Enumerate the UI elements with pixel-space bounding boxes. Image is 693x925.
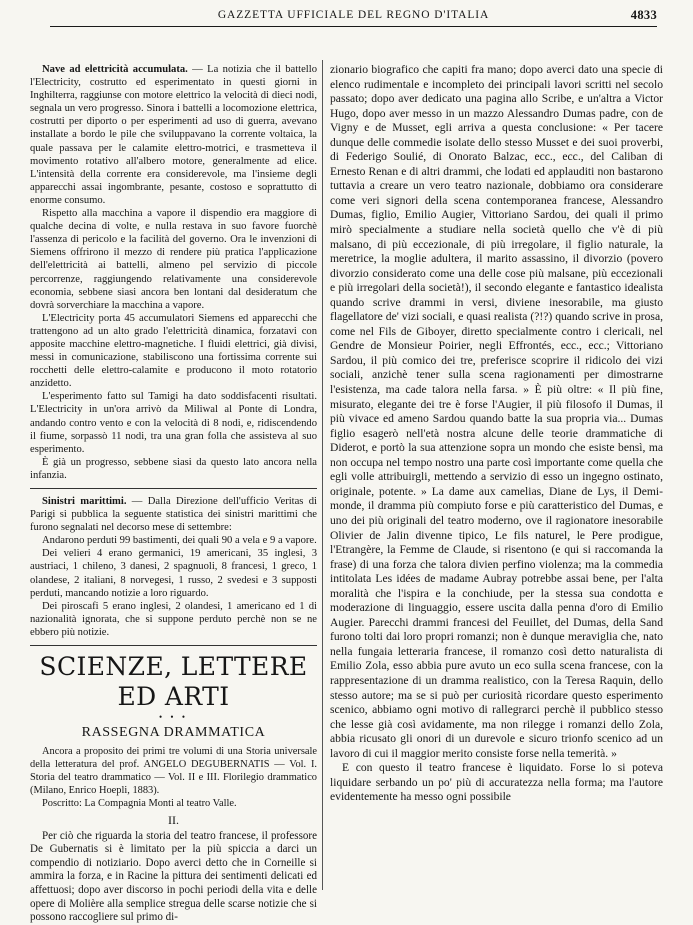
shipwrecks-article xyxy=(30,495,317,534)
masthead-title: GAZZETTA UFFICIALE DEL REGNO D'ITALIA xyxy=(217,9,490,21)
electric-boat-paragraph: Rispetto alla macchina a vapore il dispendio era maggiore di qualche decina di volte, e nulla restava in suo favore fuorchè l'assenza di pericolo e la facilità del governo. Ora le invenzioni di Siemens offrirono il mezzo di rendere più pratica l'applicazione dell'elettricità ai battelli, almeno pel servizio di piccole percorrenze, raggiungendo relativamente una considerevole economia, sebbene siasi ancora ben lontani dal desideratum che dovrà sorverchiare la macchina a vapore. xyxy=(30,208,317,311)
electric-boat-paragraph: È già un progresso, sebbene siasi da questo lato ancora nella infanzia. xyxy=(30,456,317,481)
review-intro xyxy=(30,746,317,811)
right-column xyxy=(330,63,663,892)
electric-boat-paragraph: L'esperimento fatto sul Tamigi ha dato soddisfacenti risultati. L'Electricity in un'ora arrivò da Miliwal al Ponte di Londra, andando contro vento e con la velocità di 8 nodi, e, ridiscendendo il fiume, sorpassò 11 nodi, tra una gran folla che assisteva al suo esperimento. xyxy=(30,391,317,455)
section-title: SCIENZE, LETTERE ED ARTI xyxy=(39,652,308,712)
electric-boat-headline: Nave ad elettricità accumulata. xyxy=(42,64,188,75)
chapter-numeral: II. xyxy=(168,812,179,827)
shipwrecks-paragraph: — Dalla Direzione dell'ufficio Veritas di Parigi si pubblica la seguente statistica dei sinistri marittimi che furono segnalati nel decorso mese di settembre: xyxy=(30,496,317,534)
column-divider xyxy=(322,60,323,890)
electric-boat-paragraph: L'Electricity porta 45 accumulatori Siemens ed apparecchi che trattengono ad un alto grado l'elettricità dinamica, forzatavi con apposite macchine elettro-magnetiche. I fluidi elettrici, già divisi, messi in comunicazione, stabiliscono una fortissima corrente sui rocchetti delle elettro-calamite e producono il moto rotatorio anzidetto. xyxy=(30,312,317,390)
article-separator xyxy=(30,488,317,489)
shipwrecks-paragraph: Andarono perduti 99 bastimenti, dei quali 90 a vela e 9 a vapore. xyxy=(42,535,317,547)
shipwrecks-paragraph: Dei piroscafi 5 erano inglesi, 2 olandesi, 1 americano ed 1 di nazionalità ignorata, che si suppone perduto perchè non se ne ebbero più notizie. xyxy=(30,600,317,638)
review-continued-paragraph: zionario biografico che capiti fra mano; dopo averci dato una specie di elenco rudimentale e incompleto dei principali lavori scritti nel secolo passato; dopo aver dedicato una pagina allo Scribe, e un'altra a Victor Hugo, dopo aver messo in un mazzo Alessandro Dumas padre, con de Vigny e de Musset, egli arriva a questa conclusione: « Per tacere dunque delle commedie isolate dello stesso Musset e dei suoi proverbi, di Federigo Soulié, di Onorato Balzac, ecc., ecc., del Caliban di Ernesto Renan e di altri drammi, che lodati ed applauditi non bastarono tuttavia a creare un vero teatro nazionale, dobbiamo ora considerare come veri signori della scena contemporanea francese, Alessandro Dumas, figlio, Emilio Augier, Vittoriano Sardou, dei quali il primo mirò specialmente a studiare nella società quello che v'è di più malsano, di più eccezionale, di più irregolare, il figlio naturale, la meretrice, la moglie adultera, il marito assassino, il divorzio (povero divorzio considerato come una delle cose più malsane, più eccezionali e più irregolari della società!), il secondo elegante e fantastico idealista quando scrive drammi in versi, diviene inesorabile, ma giusto flagellatore de' vizi sociali, e quasi realista (?!?) quando scrive in prosa, come nel Fils de Giboyer, diretto specialmente contro i clericali, nel Gendre de Monsieur Poirier, negli Effrontés, ecc., ecc.; Vittoriano Sardou, il più comico dei tre, preferisce scoprire il ridicolo dei vizi sociali, anzichè tener sulla scena ragionamenti per dimostrarne l'esistenza, ma cade talora nella farsa. » È più oltre: « Il più fine, misurato, elegante dei tre è forse l'Augier, il più filosofo il Dumas, il più vivace ed ameno Sardou quando batte la sua propria via... Dumas figlio esagerò nell'età nostra alcune delle teorie drammatiche di Diderot, e portò la sua attenzione sopra un mondo che esiste bensì, ma non occupa nel tempo nostro una parte così importante come quella che egli volle attribuirgli, mettendo a servizio di esso un ingegno ostinato, originale, potente. » La dame aux camelias, Diane de Lys, il Demi-monde, il dramma più compiuto forse e più caratteristico del Dumas, e uno dei più originali del teatro moderno, ove il ragionatore inesorabile Olivier de Jalin divenne tipico, Le fils naturel, le Pere prodigue, l'Etrangère, la Femme de Claude, si risentono (e qui si raccomanda la frase) di una forza che talora divien perfino violenza; ma la commedia intitolata Les idées de madame Aubray potrebbe assai bene, per l'alta moralità che l'ispira e la conchiude, per la stessa sua condotta e moderazione di linguaggio, essere uscita dalla penna d'oro di Emilio Augier. Parecchi drammi francesi del Feuillet, del Dumas, della Sand furono tolti dai loro propri romanzi; non è dunque meraviglia che, nato nella fungaia letteraria francese, il romanzo così detto naturalista di Emilio Zola, esso abbia pure avuto un eco sulla scena francese, con la rappresentazione di un dramma realistico, con la Teresa Raquin, dello stesso autore; ma se si può per curiosità ricordare questo esperimento scenico, abbiamo ogni motivo di rallegrarci perchè il pubblico stesso che lesse già così avidamente, ma non rilegge i romanzi dello Zola, abbia ricusato gli onori di un durevole e sicuro trionfo scenico ad un lavoro di cui il maggior merito consiste forse nella temerità. » xyxy=(330,63,663,760)
review-intro-text: Ancora a proposito dei primi tre volumi di una Storia universale della letteratura del prof. ANGELO DEGUBERNATIS — Vol. I. Storia del teatro drammatico — Vol. II e III. Florilegio drammatico (Milano, Enrico Hoepli, 1883). xyxy=(30,746,317,796)
page-header xyxy=(50,6,657,27)
subsection-title: RASSEGNA DRAMMATICA xyxy=(81,725,266,741)
shipwrecks-paragraph: Dei velieri 4 erano germanici, 19 americani, 35 inglesi, 3 austriaci, 1 chileno, 3 danesi, 2 spagnuoli, 8 francesi, 1 greco, 1 olandese, 2 italiani, 8 norvegesi, 1 russo, 2 svedesi e 3 supposti perduti, mancando notizie a loro riguardo. xyxy=(30,548,317,599)
left-column xyxy=(30,63,317,924)
review-body-paragraph: Per ciò che riguarda la storia del teatro francese, il professore De Gubernatis si è limitato per la più spiccia a darci un compendio di notiziario. Dopo averci detto che in Corneille si ammira la forza, e in Racine la pittura dei sentimenti delicati ed affettuosi; dopo aver discorso in pochi periodi della vita e delle opere di Molière alla semplice stregua delle scarse notizie che si possono raccogliere sul primo di- xyxy=(30,829,317,924)
review-postscript: Poscritto: La Compagnia Monti al teatro Valle. xyxy=(42,797,237,809)
shipwrecks-headline: Sinistri marittimi. xyxy=(42,496,127,507)
electric-boat-article xyxy=(30,63,317,207)
electric-boat-paragraph: — La notizia che il battello l'Electricity, costrutto ed esperimentato in questi giorni in Inghilterra, raggiunse con motore elettrico la velocità di dieci nodi, segnala un vero progresso. Sinora i battelli a locomozione elettrica, costrutti per diporto o per esperimenti ad uso di guerra, avevano installate a bordo le pile che sviluppavano la corrente voltaica, la quale passava per le calamite elettro-motrici, e trasmetteva il movimento rotativo all'albero motore, generalmente ad elice. L'intensità della corrente era considerevole, ma l'insieme degli apparecchi assai ingombrante, pesante, costoso e soprattutto di enorme consumo. xyxy=(30,64,317,206)
title-ornament: • • • xyxy=(159,712,188,723)
section-separator xyxy=(30,645,317,646)
page-number: 4833 xyxy=(630,8,657,22)
review-closing-paragraph: E con questo il teatro francese è liquidato. Forse lo si poteva liquidare serbando un po' più di accuratezza nella forma; ma l'autore evidentemente ha messo ogni possibile xyxy=(330,761,663,804)
